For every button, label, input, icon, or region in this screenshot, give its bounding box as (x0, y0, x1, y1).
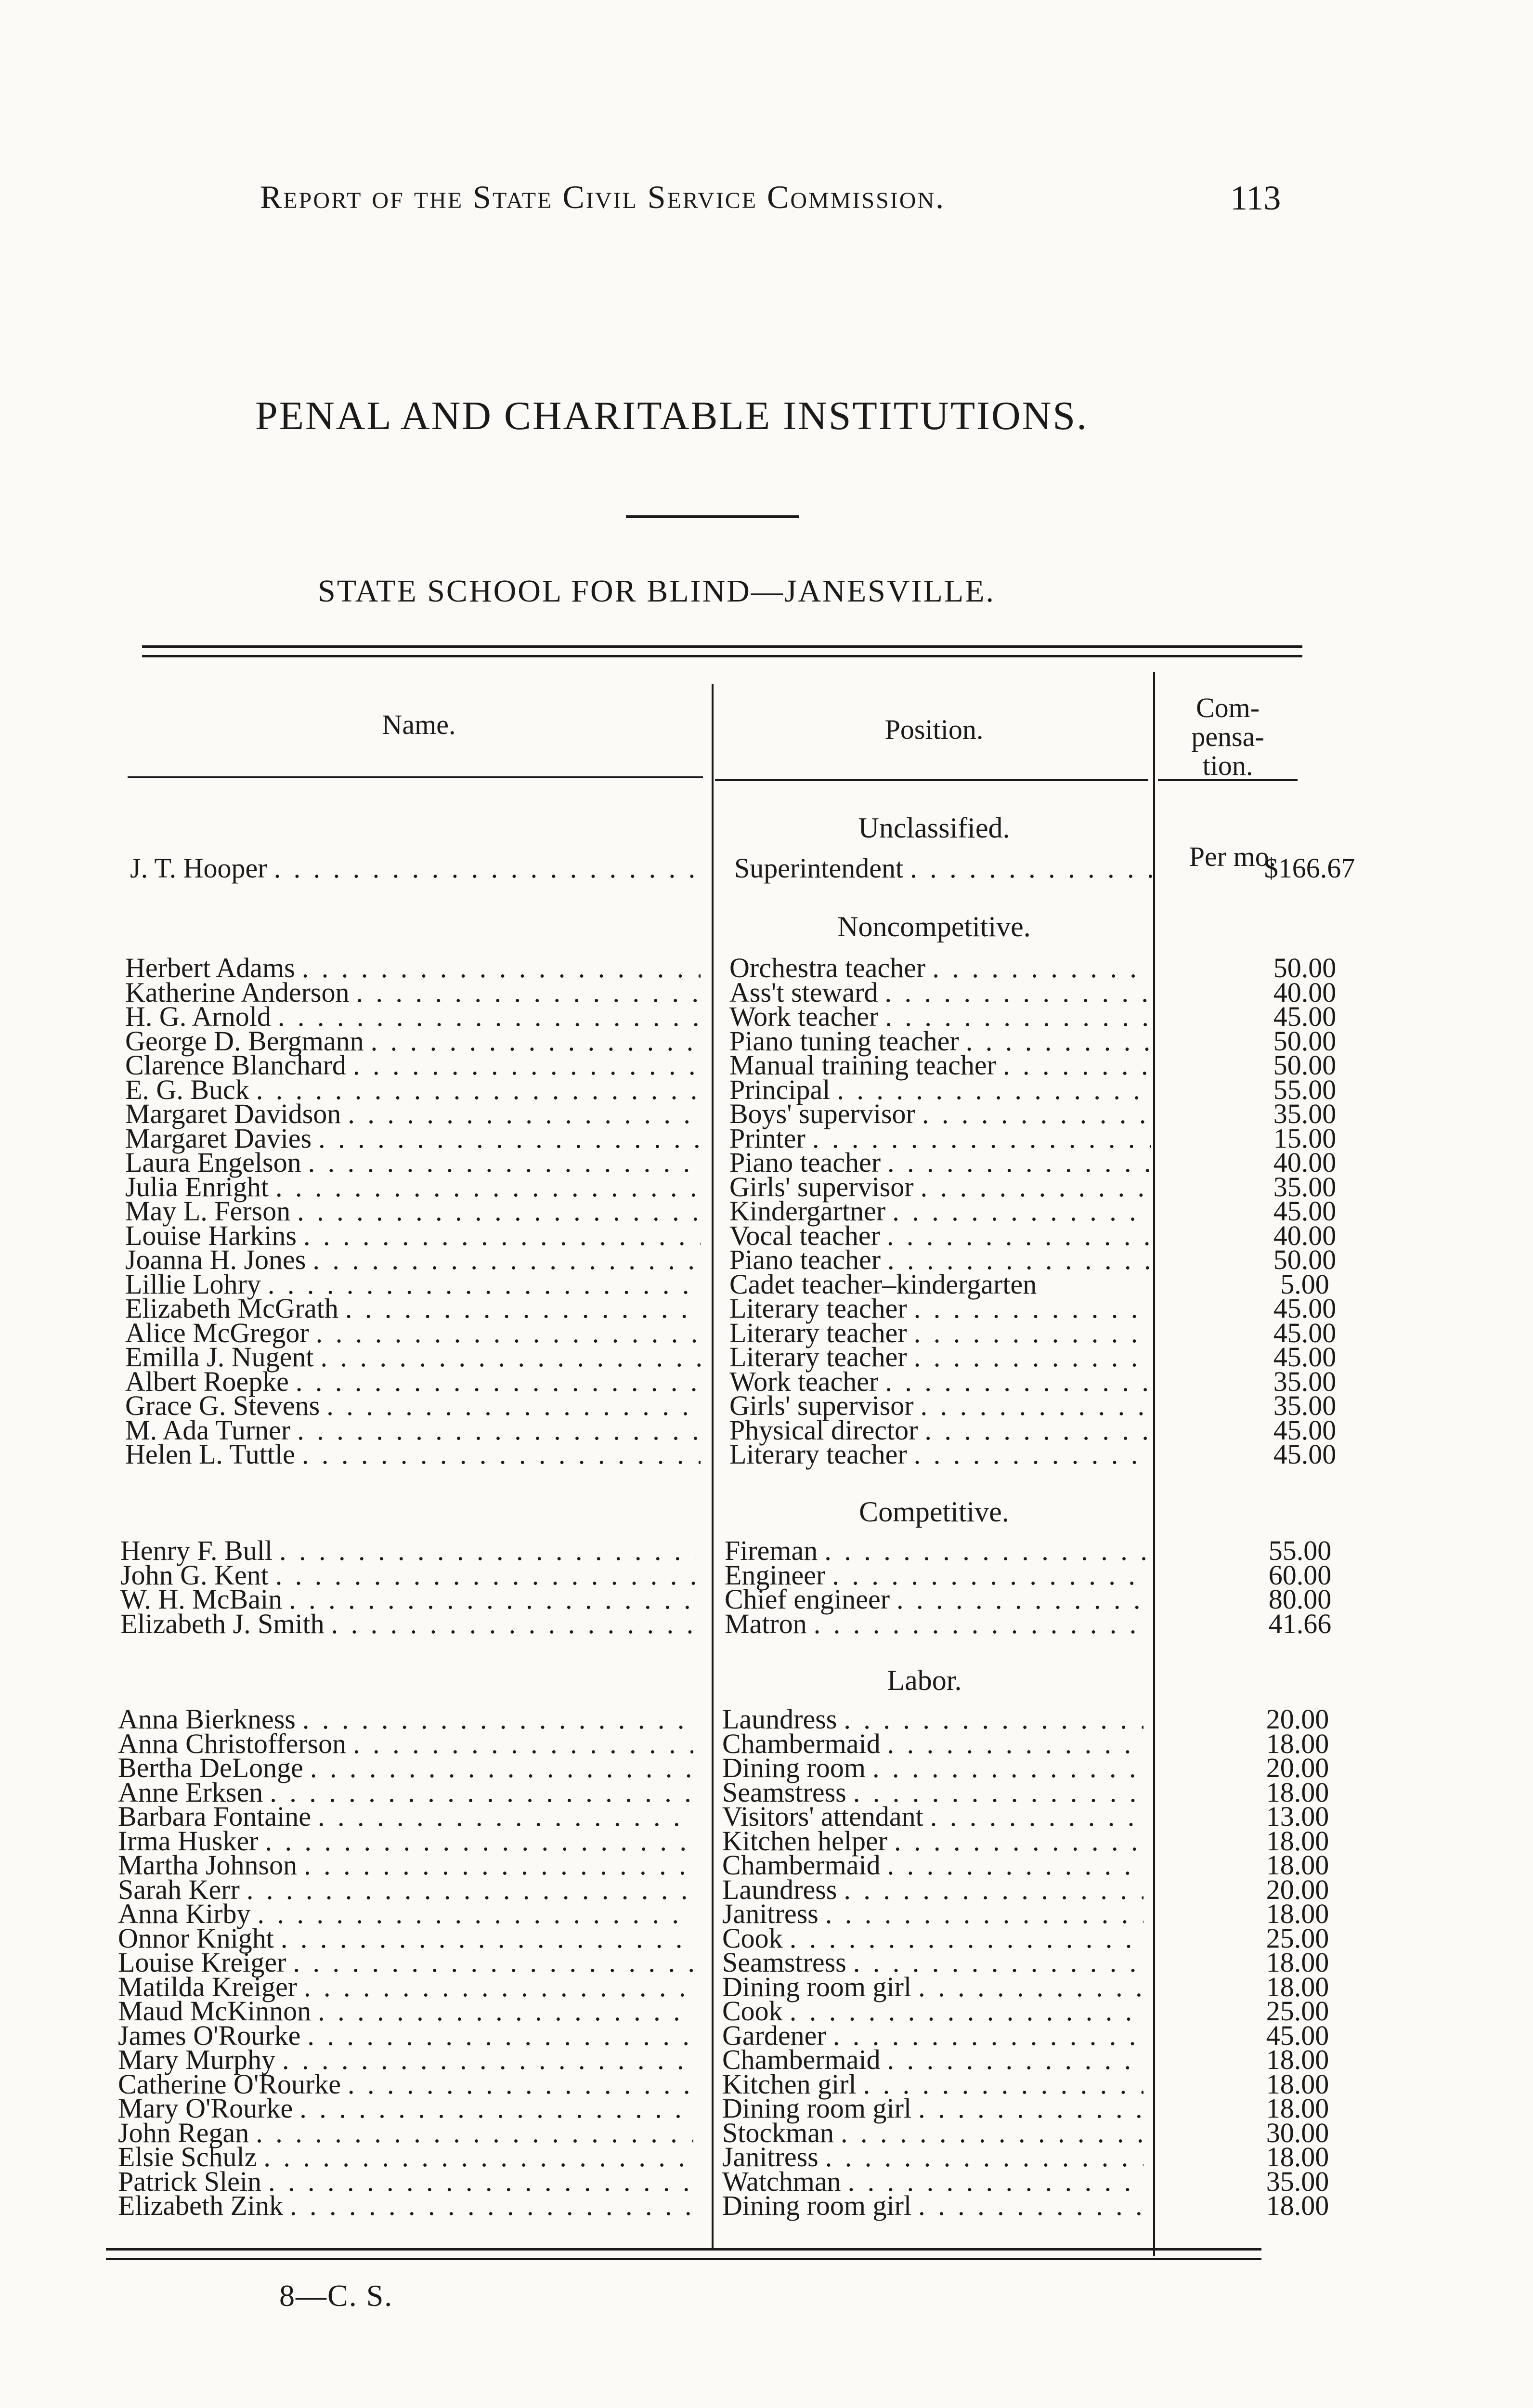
row-position: Work teacher (729, 1365, 879, 1397)
row-name: Elizabeth Zink (118, 2190, 284, 2221)
dot-leader (907, 1321, 1151, 1346)
row-name: Julia Enright (125, 1171, 269, 1203)
row-name: Anna Christofferson (118, 1727, 347, 1759)
dot-leader (274, 1926, 693, 1951)
dot-leader (297, 1224, 701, 1248)
row-name: E. G. Buck (125, 1073, 249, 1105)
row-name: H. G. Arnold (125, 1001, 271, 1032)
row-position: Stockman (722, 2117, 834, 2148)
dot-leader (250, 1902, 693, 1926)
row-position: Seamstress (722, 1776, 846, 1808)
page-number: 113 (1230, 179, 1281, 217)
dot-leader (349, 981, 701, 1005)
row-comp: 20.00 (1266, 1703, 1329, 1735)
row-name: Elizabeth McGrath (125, 1293, 338, 1324)
sub-title: STATE SCHOOL FOR BLIND—JANESVILLE. (318, 574, 995, 609)
dot-leader (890, 1587, 1146, 1612)
row-position: Ass't steward (729, 976, 878, 1008)
dot-leader (261, 2170, 693, 2194)
dot-leader (907, 1345, 1151, 1370)
row-position: Cook (722, 1995, 783, 2027)
row-name-cell (130, 852, 705, 884)
dot-leader (923, 1805, 1143, 1829)
row-position: Kitchen helper (722, 1825, 888, 1857)
row-position: Chambermaid (722, 1727, 881, 1759)
dot-leader (311, 1999, 693, 2024)
dot-leader (297, 1975, 693, 2000)
row-position: Visitors' attendant (722, 1801, 923, 1832)
dot-leader (834, 2121, 1143, 2146)
row-comp: 45.00 (1273, 1439, 1337, 1470)
row-name: Maud McKinnon (118, 1995, 312, 2027)
row-comp: 45.00 (1273, 1414, 1337, 1446)
dot-leader (290, 1199, 701, 1224)
row-name: M. Ada Turner (125, 1414, 291, 1446)
dot-leader (303, 1756, 693, 1780)
row-comp: 45.00 (1273, 1001, 1337, 1032)
dot-leader (257, 2145, 693, 2170)
row-comp: 18.00 (1266, 1776, 1329, 1808)
dot-leader (818, 2145, 1143, 2170)
dot-leader (881, 1732, 1143, 1756)
row-comp: 18.00 (1266, 2190, 1329, 2221)
row-name-cell (125, 1439, 701, 1470)
row-position-cell (722, 1971, 1143, 2002)
row-name: Louise Harkins (125, 1219, 297, 1251)
row-position-cell (722, 1898, 1143, 1929)
row-comp: 25.00 (1266, 1995, 1329, 2027)
row-comp: 50.00 (1273, 1049, 1337, 1081)
dot-leader (273, 1539, 696, 1563)
dot-leader (296, 1707, 693, 1732)
dot-leader (885, 1199, 1151, 1224)
row-name: Albert Roepke (125, 1365, 289, 1397)
row-name: Louise Kreiger (118, 1947, 286, 1978)
row-comp: 50.00 (1273, 1025, 1337, 1057)
dot-leader (341, 1102, 701, 1126)
row-name: Onnor Knight (118, 1922, 274, 1954)
dot-leader (907, 1296, 1151, 1321)
row-name: Helen L. Tuttle (125, 1439, 295, 1470)
section-title: PENAL AND CHARITABLE INSTITUTIONS. (255, 393, 1089, 438)
row-position: Literary teacher (729, 1293, 907, 1324)
dot-leader (282, 1587, 696, 1612)
row-comp: 55.00 (1268, 1535, 1332, 1566)
row-position: Fireman (725, 1535, 818, 1566)
dot-leader (881, 2048, 1143, 2072)
row-comp: 35.00 (1273, 1365, 1337, 1397)
dot-leader (918, 1418, 1151, 1443)
row-comp: 18.00 (1266, 1898, 1329, 1929)
dot-leader (783, 1999, 1143, 2024)
row-comp: 18.00 (1266, 1947, 1329, 1978)
dot-leader (837, 1878, 1143, 1902)
row-position: Piano tuning teacher (729, 1025, 959, 1057)
row-position: Cadet teacher–kindergarten (729, 1268, 1037, 1300)
row-comp: 20.00 (1266, 1873, 1329, 1905)
dot-leader (837, 1707, 1143, 1732)
title-divider (626, 515, 799, 518)
row-name: Mary Murphy (118, 2044, 276, 2075)
row-comp: 18.00 (1266, 2141, 1329, 2172)
row-name: Joanna H. Jones (125, 1244, 306, 1275)
row-comp: 40.00 (1273, 976, 1337, 1008)
row-name: Sarah Kerr (118, 1873, 240, 1905)
dot-leader (341, 2072, 693, 2097)
row-comp: 18.00 (1266, 1849, 1329, 1881)
dot-leader (295, 956, 701, 981)
dot-leader (911, 1975, 1143, 2000)
table-bottom-rule (106, 2248, 1261, 2251)
dot-leader (907, 1442, 1151, 1467)
dot-leader (286, 1950, 693, 1975)
row-position: Dining room girl (722, 2093, 912, 2124)
comp-unit-note: Per mo. (1189, 841, 1276, 872)
row-name: Martha Johnson (118, 1849, 298, 1881)
row-name: W. H. McBain (120, 1584, 283, 1615)
row-position: Manual training teacher (729, 1049, 996, 1081)
row-name: John Regan (118, 2117, 249, 2148)
row-position: Engineer (725, 1559, 826, 1591)
dot-leader (818, 1902, 1143, 1926)
row-position: Girls' supervisor (729, 1171, 914, 1203)
row-comp: 13.00 (1266, 1801, 1329, 1832)
row-name: Clarence Blanchard (125, 1049, 346, 1081)
row-comp: $166.67 (1264, 852, 1355, 884)
row-position: Kitchen girl (722, 2068, 857, 2100)
row-name: Barbara Fontaine (118, 1801, 312, 1832)
row-name: Katherine Anderson (125, 976, 350, 1008)
dot-leader (914, 1394, 1151, 1418)
row-position: Work teacher (729, 1001, 879, 1032)
dot-leader (915, 1102, 1151, 1126)
row-comp: 60.00 (1268, 1559, 1332, 1591)
row-position: Piano teacher (729, 1244, 881, 1275)
row-position: Matron (725, 1608, 807, 1639)
row-comp: 15.00 (1273, 1122, 1337, 1154)
row-position-cell (729, 1439, 1151, 1470)
dot-leader (325, 1612, 696, 1636)
dot-leader (301, 1151, 701, 1175)
row-name: Laura Engelson (125, 1147, 301, 1178)
dot-leader (925, 956, 1151, 981)
group-head-noncompetitive: Noncompetitive. (837, 911, 1031, 942)
row-name: Lillie Lohry (125, 1268, 261, 1300)
row-name: Mary O'Rourke (118, 2093, 293, 2124)
dot-leader (269, 1175, 701, 1200)
row-position: Chambermaid (722, 2044, 881, 2075)
dot-leader (267, 856, 705, 881)
row-name: Alice McGregor (125, 1317, 309, 1348)
row-name: Bertha DeLonge (118, 1752, 303, 1783)
row-position: Orchestra teacher (729, 952, 926, 983)
dot-leader (881, 1151, 1151, 1175)
dot-leader (346, 1053, 701, 1078)
row-name: Herbert Adams (125, 952, 295, 983)
row-comp: 45.00 (1266, 2019, 1329, 2051)
row-position: Janitress (722, 1898, 818, 1929)
dot-leader (290, 1418, 701, 1443)
row-position: Physical director (729, 1414, 918, 1446)
row-comp: 40.00 (1273, 1147, 1337, 1178)
row-position: Printer (729, 1122, 805, 1154)
row-name: John G. Kent (120, 1559, 269, 1591)
row-name: Henry F. Bull (120, 1535, 273, 1566)
row-comp: 18.00 (1266, 1727, 1329, 1759)
row-name: Margaret Davies (125, 1122, 312, 1154)
group-head-labor: Labor. (887, 1664, 962, 1696)
row-comp: 35.00 (1266, 2165, 1329, 2197)
row-comp: 18.00 (1266, 2093, 1329, 2124)
row-comp: 18.00 (1266, 2068, 1329, 2100)
row-name: May L. Ferson (125, 1195, 291, 1227)
row-position: Literary teacher (729, 1341, 907, 1373)
dot-leader (880, 1224, 1151, 1248)
row-name: Anne Erksen (118, 1776, 263, 1808)
row-name: Elsie Schulz (118, 2141, 257, 2172)
row-name: Anna Kirby (118, 1898, 251, 1929)
row-comp: 80.00 (1268, 1584, 1332, 1615)
row-name: Catherine O'Rourke (118, 2068, 341, 2100)
row-position: Laundress (722, 1873, 837, 1905)
row-position: Cook (722, 1922, 783, 1954)
row-comp: 45.00 (1273, 1341, 1337, 1373)
row-name: Elizabeth J. Smith (120, 1608, 325, 1639)
row-position: Dining room girl (722, 2190, 912, 2221)
dot-leader (878, 981, 1151, 1005)
row-name: Margaret Davidson (125, 1098, 341, 1129)
dot-leader (911, 2096, 1143, 2121)
row-position: Vocal teacher (729, 1219, 880, 1251)
dot-leader (866, 1756, 1143, 1780)
row-comp: 18.00 (1266, 1971, 1329, 2002)
dot-leader (259, 1829, 693, 1854)
dot-leader (269, 1563, 696, 1588)
row-position: Girls' supervisor (729, 1390, 914, 1421)
row-position: Watchman (722, 2165, 841, 2197)
row-position-cell (725, 1608, 1146, 1639)
row-position: Principal (729, 1073, 831, 1105)
dot-leader (306, 1248, 701, 1272)
group-head-competitive: Competitive. (859, 1496, 1009, 1528)
row-position-cell (722, 2190, 1143, 2221)
row-name: George D. Bergmann (125, 1025, 364, 1057)
row-position: Janitress (722, 2141, 818, 2172)
running-head: Report of the State Civil Service Commission. (260, 179, 946, 215)
row-comp: 50.00 (1273, 1244, 1337, 1275)
dot-leader (295, 1442, 701, 1467)
row-position: Chief engineer (725, 1584, 890, 1615)
dot-leader (881, 1853, 1143, 1878)
header-position: Position. (884, 714, 984, 745)
row-name: Matilda Kreiger (118, 1971, 298, 2002)
dot-leader (309, 1321, 701, 1346)
row-comp: 18.00 (1266, 1825, 1329, 1857)
row-comp: 45.00 (1273, 1317, 1337, 1348)
dot-leader (293, 2096, 693, 2121)
row-position: Gardener (722, 2019, 826, 2051)
dot-leader (311, 1805, 693, 1829)
dot-leader (818, 1539, 1146, 1563)
row-name: J. T. Hooper (130, 852, 267, 884)
row-comp: 35.00 (1273, 1098, 1337, 1129)
row-comp: 20.00 (1266, 1752, 1329, 1783)
header-underline-position (715, 779, 1148, 781)
row-position: Superintendent (734, 852, 904, 884)
row-comp: 25.00 (1266, 1922, 1329, 1954)
row-comp: 45.00 (1273, 1293, 1337, 1324)
table-top-rule (142, 645, 1302, 648)
row-position: Boys' supervisor (729, 1098, 915, 1129)
row-comp: 40.00 (1273, 1219, 1337, 1251)
row-position: Literary teacher (729, 1439, 907, 1470)
dot-leader (903, 856, 1156, 881)
header-comp-line1: Com- (1195, 692, 1260, 723)
row-name-cell (120, 1608, 696, 1639)
dot-leader (289, 1370, 701, 1394)
signature-mark: 8—C. S. (279, 2278, 393, 2313)
table-bottom-rule-inner (106, 2258, 1261, 2260)
row-position-cell (734, 852, 1156, 884)
column-divider-position-comp (1153, 672, 1155, 2256)
row-comp: 18.00 (1266, 2044, 1329, 2075)
row-comp: 35.00 (1273, 1390, 1337, 1421)
header-comp-line3: tion. (1202, 750, 1253, 781)
dot-leader (297, 1853, 693, 1878)
row-comp: 30.00 (1266, 2117, 1329, 2148)
dot-leader (914, 1175, 1151, 1200)
dot-leader (878, 1370, 1151, 1394)
dot-leader (240, 1878, 693, 1902)
row-position: Dining room girl (722, 1971, 912, 2002)
row-comp: 35.00 (1273, 1171, 1337, 1203)
dot-leader (807, 1612, 1146, 1636)
dot-leader (313, 1345, 701, 1370)
row-position: Literary teacher (729, 1317, 907, 1348)
row-name-cell (118, 2190, 693, 2221)
row-name: James O'Rourke (118, 2019, 301, 2051)
row-comp: 5.00 (1280, 1268, 1329, 1300)
row-name: Patrick Slein (118, 2165, 262, 2197)
header-underline-comp (1158, 779, 1298, 781)
dot-leader (300, 2024, 693, 2048)
header-comp-line2: pensa- (1191, 721, 1264, 752)
row-position: Chambermaid (722, 1849, 881, 1881)
group-head-unclassified: Unclassified. (858, 812, 1010, 844)
row-position: Piano teacher (729, 1147, 881, 1178)
row-position: Laundress (722, 1703, 837, 1735)
dot-leader (364, 1029, 701, 1054)
column-divider-name-position (712, 684, 714, 2249)
header-name: Name. (382, 709, 456, 740)
header-underline-name (128, 776, 703, 778)
dot-leader (887, 1829, 1143, 1854)
table-top-rule-inner (142, 655, 1302, 657)
dot-leader (263, 1780, 693, 1805)
dot-leader (996, 1053, 1151, 1078)
dot-leader (249, 2121, 693, 2146)
row-position: Dining room (722, 1752, 866, 1783)
dot-leader (320, 1394, 701, 1418)
row-comp: 55.00 (1273, 1073, 1337, 1105)
row-name: Grace G. Stevens (125, 1390, 320, 1421)
row-comp: 41.66 (1268, 1608, 1332, 1639)
row-comp: 50.00 (1273, 952, 1337, 983)
dot-leader (312, 1126, 701, 1151)
row-comp: 45.00 (1273, 1195, 1337, 1227)
dot-leader (346, 1732, 693, 1756)
header-compensation (1158, 694, 1298, 780)
row-name: Anna Bierkness (118, 1703, 296, 1735)
row-position: Seamstress (722, 1947, 846, 1978)
dot-leader (283, 2194, 693, 2218)
row-position: Kindergartner (729, 1195, 886, 1227)
row-name: Emilla J. Nugent (125, 1341, 314, 1373)
dot-leader (338, 1296, 701, 1321)
dot-leader (911, 2194, 1143, 2218)
row-name: Irma Husker (118, 1825, 259, 1857)
